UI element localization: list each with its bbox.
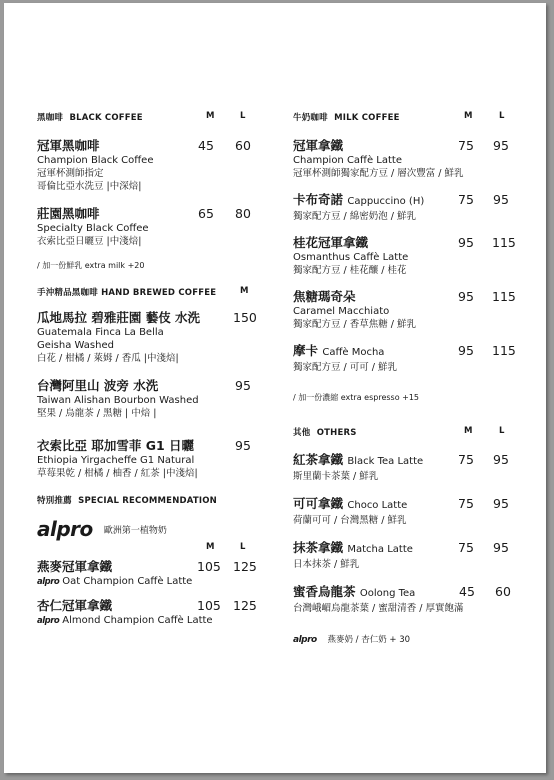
item-name: 台灣阿里山 波旁 水洗 xyxy=(37,378,159,393)
item-desc: 哥倫比亞水洗豆 |中深焙| xyxy=(37,181,142,192)
price-l: 115 xyxy=(492,343,516,358)
item-desc: 日本抹茶 / 鮮乳 xyxy=(293,559,360,570)
item-en: Specialty Black Coffee xyxy=(37,223,149,234)
item-name: 莊園黑咖啡 xyxy=(37,206,100,221)
menu-item xyxy=(293,137,523,180)
item-desc: 獨家配方豆 / 可可 / 鮮乳 xyxy=(293,362,397,373)
item-desc: 冠軍杯測師獨家配方豆 / 層次豐富 / 鮮乳 xyxy=(293,168,464,179)
item-name xyxy=(293,539,523,558)
item-en-inline: Black Tea Latte xyxy=(347,456,424,467)
section-title-en: MILK COFFEE xyxy=(334,113,400,123)
price-m: 105 xyxy=(197,559,221,574)
menu-item xyxy=(37,205,265,248)
alpro-tagline: 歐洲第一植物奶 xyxy=(103,526,167,536)
item-name: 冠軍拿鐵 xyxy=(293,138,344,153)
alpro-addon-text: 燕麥奶 / 杏仁奶 + 30 xyxy=(327,635,411,645)
price-m: 95 xyxy=(458,343,474,358)
alpro-addon-note xyxy=(293,633,523,645)
alpro-logo: alpro xyxy=(293,635,317,645)
item-en: Guatemala Finca La Bella xyxy=(37,327,164,338)
price-m: 105 xyxy=(197,598,221,613)
section-title-en: SPECIAL RECOMMENDATION xyxy=(78,496,217,506)
price-m: 150 xyxy=(233,310,257,325)
item-desc: 台灣峨嵋烏龍茶葉 / 蜜甜清香 / 厚實飽滿 xyxy=(293,603,464,614)
price-m: 95 xyxy=(235,378,251,393)
item-name-zh: 抹茶拿鐵 xyxy=(293,540,344,555)
price-m: 75 xyxy=(458,138,474,153)
price-m: 75 xyxy=(458,496,474,511)
menu-page xyxy=(4,3,546,773)
extra-espresso-note: / 加一份濃縮 extra espresso +15 xyxy=(293,393,420,402)
alpro-brand-row xyxy=(37,518,265,540)
black-coffee-header xyxy=(37,111,265,125)
item-desc: 白花 / 柑橘 / 萊姆 / 香瓜 |中淺焙| xyxy=(37,353,179,364)
item-name xyxy=(293,495,523,514)
price-l: 125 xyxy=(233,598,257,613)
item-en: Taiwan Alishan Bourbon Washed xyxy=(37,395,199,406)
item-name-zh: 卡布奇諾 xyxy=(293,192,344,207)
price-m: 65 xyxy=(198,206,214,221)
item-en-inline: Oolong Tea xyxy=(359,588,416,599)
item-name-zh: 摩卡 xyxy=(293,343,319,358)
special-header xyxy=(37,494,265,508)
size-m-label: M xyxy=(240,286,249,296)
item-name: 杏仁冠軍拿鐵 xyxy=(37,598,113,613)
menu-item xyxy=(293,583,523,615)
section-title-zh: 其他 xyxy=(293,428,311,438)
item-en-inline: Choco Latte xyxy=(347,500,408,511)
milk-coffee-header xyxy=(293,111,523,125)
item-name-zh: 可可拿鐵 xyxy=(293,496,344,511)
item-en xyxy=(37,575,265,589)
section-title-en: OTHERS xyxy=(316,428,357,438)
price-m: 95 xyxy=(458,235,474,250)
item-en-inline: Matcha Latte xyxy=(347,544,413,555)
right-column xyxy=(293,111,523,645)
item-name xyxy=(293,451,523,470)
item-en: Geisha Washed xyxy=(37,340,114,351)
item-desc: 草莓果乾 / 柑橘 / 柚香 / 紅茶 |中淺焙| xyxy=(37,468,198,479)
size-l-label: L xyxy=(240,111,246,121)
item-en: Osmanthus Caffè Latte xyxy=(293,252,409,263)
item-en-text: Almond Champion Caffè Latte xyxy=(62,615,213,626)
item-name-zh: 蜜香烏龍茶 xyxy=(293,584,356,599)
menu-item xyxy=(37,558,265,589)
item-en-inline: Caffè Mocha xyxy=(322,347,385,358)
item-name: 冠軍黑咖啡 xyxy=(37,138,100,153)
menu-item xyxy=(37,137,265,193)
item-name: 燕麥冠軍拿鐵 xyxy=(37,559,113,574)
size-m-label: M xyxy=(206,542,215,552)
price-l: 80 xyxy=(235,206,251,221)
price-l: 95 xyxy=(493,192,509,207)
menu-item xyxy=(37,309,265,365)
price-m: 45 xyxy=(198,138,214,153)
item-desc: 冠軍杯測師指定 xyxy=(37,168,104,179)
alpro-logo: alpro xyxy=(37,577,60,587)
section-title-en: BLACK COFFEE xyxy=(69,113,143,123)
item-en: Champion Black Coffee xyxy=(37,155,154,166)
extra-milk-note: / 加一份鮮乳 extra milk +20 xyxy=(37,261,145,270)
menu-item xyxy=(37,437,265,480)
hand-brewed-header xyxy=(37,286,265,300)
price-l: 60 xyxy=(235,138,251,153)
item-desc: 衣索比亞日曬豆 |中淺焙| xyxy=(37,236,142,247)
section-title-zh: 牛奶咖啡 xyxy=(293,113,328,123)
menu-item xyxy=(293,451,523,483)
left-column xyxy=(37,111,265,628)
price-l: 95 xyxy=(493,496,509,511)
item-desc: 獨家配方豆 / 香草焦糖 / 鮮乳 xyxy=(293,319,416,330)
item-desc: 獨家配方豆 / 桂花釀 / 桂花 xyxy=(293,265,407,276)
size-m-label: M xyxy=(464,111,473,121)
price-m: 95 xyxy=(235,438,251,453)
alpro-logo: alpro xyxy=(37,616,60,626)
item-desc: 堅果 / 烏龍茶 / 黑糖 | 中焙 | xyxy=(37,408,157,419)
item-name xyxy=(293,583,523,602)
price-l: 95 xyxy=(493,452,509,467)
menu-item xyxy=(37,597,265,628)
item-desc: 荷蘭可可 / 台灣黑糖 / 鮮乳 xyxy=(293,515,407,526)
menu-item xyxy=(293,342,523,374)
item-name xyxy=(293,191,523,210)
menu-item xyxy=(293,288,523,331)
price-m: 45 xyxy=(459,584,475,599)
size-m-label: M xyxy=(464,426,473,436)
section-title-en: HAND BREWED COFFEE xyxy=(101,288,217,298)
item-en-inline: Cappuccino (H) xyxy=(347,196,425,207)
menu-item xyxy=(293,191,523,223)
item-en: Champion Caffè Latte xyxy=(293,155,402,166)
item-name xyxy=(293,342,523,361)
item-en: Ethiopia Yirgacheffe G1 Natural xyxy=(37,455,195,466)
menu-item xyxy=(293,495,523,527)
alpro-logo: alpro xyxy=(37,517,93,541)
item-name: 桂花冠軍拿鐵 xyxy=(293,235,369,250)
price-l: 60 xyxy=(495,584,511,599)
price-m: 75 xyxy=(458,192,474,207)
item-name: 衣索比亞 耶加雪菲 G1 日曬 xyxy=(37,438,195,453)
item-en: Caramel Macchiato xyxy=(293,306,390,317)
others-header xyxy=(293,426,523,440)
size-m-label: M xyxy=(206,111,215,121)
menu-item xyxy=(293,539,523,571)
size-l-label: L xyxy=(499,426,505,436)
section-title-zh: 黑咖啡 xyxy=(37,113,64,123)
item-name: 焦糖瑪奇朵 xyxy=(293,289,356,304)
price-m: 75 xyxy=(458,452,474,467)
item-en xyxy=(37,614,265,628)
price-m: 75 xyxy=(458,540,474,555)
price-l: 115 xyxy=(492,289,516,304)
section-title-zh: 手沖精品黑咖啡 xyxy=(37,288,98,298)
menu-item xyxy=(293,234,523,277)
price-l: 115 xyxy=(492,235,516,250)
price-l: 125 xyxy=(233,559,257,574)
item-desc: 獨家配方豆 / 綿密奶泡 / 鮮乳 xyxy=(293,211,416,222)
item-desc: 斯里蘭卡茶葉 / 鮮乳 xyxy=(293,471,379,482)
price-l: 95 xyxy=(493,138,509,153)
menu-item xyxy=(37,377,265,420)
special-size-header xyxy=(37,542,265,556)
price-m: 95 xyxy=(458,289,474,304)
item-name: 瓜地馬拉 碧雅莊園 藝伎 水洗 xyxy=(37,310,201,325)
price-l: 95 xyxy=(493,540,509,555)
item-en-text: Oat Champion Caffè Latte xyxy=(62,576,193,587)
size-l-label: L xyxy=(499,111,505,121)
item-name-zh: 紅茶拿鐵 xyxy=(293,452,344,467)
section-title-zh: 特別推薦 xyxy=(37,496,72,506)
size-l-label: L xyxy=(240,542,246,552)
